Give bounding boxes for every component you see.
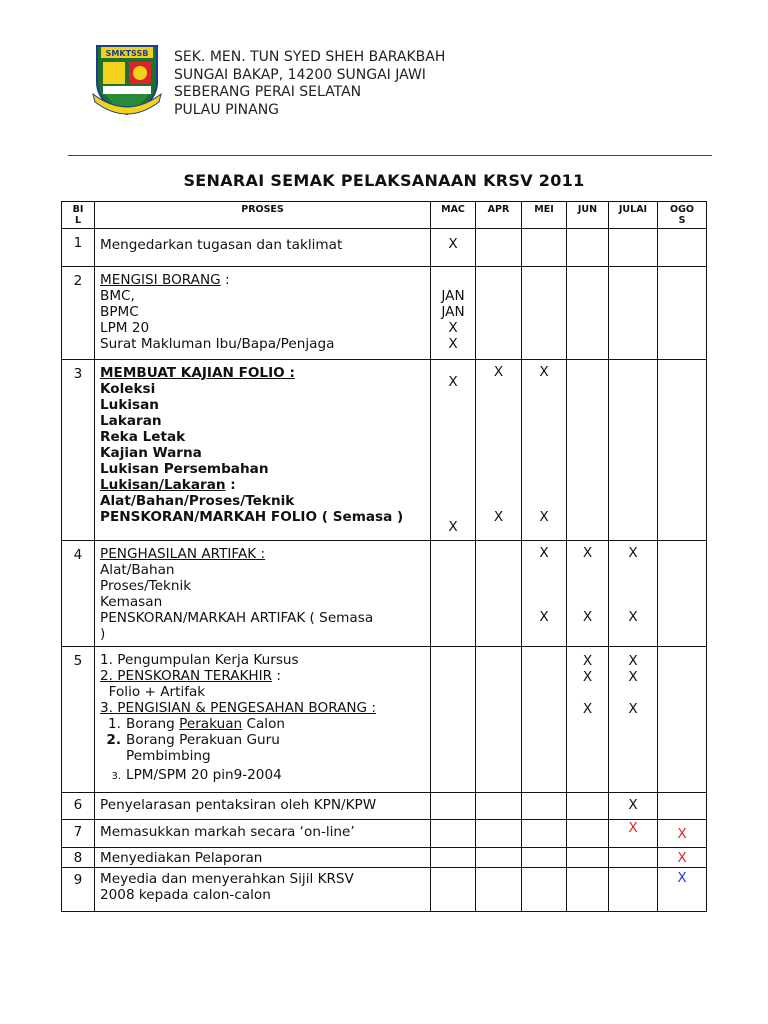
mark-cell-apr	[476, 267, 522, 360]
mark-cell-mei	[522, 793, 567, 820]
check-mark: X	[539, 509, 549, 525]
row-number: 7	[62, 820, 95, 848]
process-cell	[95, 868, 431, 912]
process-text: Memasukkan markah secara ‘on-line’	[100, 824, 355, 840]
mark-cell-ogos	[658, 267, 707, 360]
document-title: SENARAI SEMAK PELAKSANAAN KRSV 2011	[183, 171, 585, 190]
mark-cell-apr	[476, 229, 522, 267]
address-line: SEBERANG PERAI SELATAN	[174, 84, 362, 100]
check-mark: X	[539, 609, 549, 625]
process-cell	[95, 267, 431, 360]
process-cell	[95, 541, 431, 647]
process-text: PENSKORAN/MARKAH ARTIFAK ( Semasa	[100, 610, 374, 626]
address-line: SUNGAI BAKAP, 14200 SUNGAI JAWI	[174, 66, 426, 83]
mark-cell-ogos	[658, 868, 707, 912]
mark-cell-mac	[431, 267, 476, 360]
mark-cell-julai	[609, 360, 658, 541]
process-heading: PENGHASILAN ARTIFAK :	[100, 546, 266, 562]
check-mark: X	[628, 669, 638, 685]
process-text: Alat/Bahan/Proses/Teknik	[100, 493, 295, 509]
column-header-apr: APR	[476, 202, 522, 229]
check-mark: X	[677, 870, 687, 886]
mark-cell-apr	[476, 868, 522, 912]
mark-cell-mac	[431, 820, 476, 848]
mark-cell-jun	[567, 541, 609, 647]
mark-cell-jun	[567, 647, 609, 793]
process-text: Menyediakan Pelaporan	[100, 850, 263, 866]
process-text: Penyelarasan pentaksiran oleh KPN/KPW	[100, 797, 377, 813]
header-divider	[68, 155, 712, 156]
process-cell	[95, 820, 431, 848]
mark-cell-mei	[522, 647, 567, 793]
process-heading: MEMBUAT KAJIAN FOLIO :	[100, 365, 295, 381]
process-text: )	[100, 626, 106, 642]
table-row	[62, 848, 707, 868]
mark-cell-ogos	[658, 820, 707, 848]
mark-cell-mei	[522, 229, 567, 267]
mark-cell-mac	[431, 848, 476, 868]
check-mark: X	[493, 364, 504, 380]
mark-cell-jun	[567, 868, 609, 912]
mark-cell-julai	[609, 793, 658, 820]
mark-cell-mac	[431, 647, 476, 793]
process-text: Lukisan	[100, 397, 159, 413]
process-text: Lakaran	[100, 413, 162, 429]
check-mark: X	[628, 701, 638, 717]
check-mark: X	[448, 320, 458, 336]
mark-cell-mac	[431, 868, 476, 912]
table-row	[62, 360, 707, 541]
process-text: Surat Makluman Ibu/Bapa/Penjaga	[100, 336, 335, 352]
process-cell	[95, 647, 431, 793]
mark-cell-apr	[476, 360, 522, 541]
process-text: BMC,	[100, 288, 135, 304]
list-item: 3. LPM/SPM 20 pin9-2004	[111, 767, 282, 783]
process-text: PENSKORAN/MARKAH FOLIO ( Semasa )	[100, 509, 404, 525]
mark-cell-julai	[609, 848, 658, 868]
check-mark: X	[677, 850, 687, 866]
row-number: 1	[62, 229, 95, 267]
table-row	[62, 793, 707, 820]
column-header-bil: BIL	[62, 202, 95, 229]
process-text: Kemasan	[100, 594, 163, 610]
mark-cell-jun	[567, 848, 609, 868]
check-mark: X	[628, 797, 638, 813]
check-mark: X	[539, 545, 549, 561]
table-row	[62, 647, 707, 793]
mark-cell-mac	[431, 229, 476, 267]
check-mark: X	[582, 653, 593, 669]
mark-cell-apr	[476, 793, 522, 820]
list-item: Pembimbing	[126, 748, 211, 764]
row-number: 6	[62, 793, 95, 820]
table-header-row	[62, 202, 707, 229]
mark-cell-mei	[522, 848, 567, 868]
mark-cell-julai	[609, 229, 658, 267]
row-number: 4	[62, 541, 95, 647]
table-row	[62, 267, 707, 360]
process-heading: 3. PENGISIAN & PENGESAHAN BORANG :	[100, 700, 376, 716]
list-item: 2. Borang Perakuan Guru	[106, 732, 280, 748]
mark-cell-julai	[609, 267, 658, 360]
mark-cell-mei	[522, 820, 567, 848]
process-text: 1. Pengumpulan Kerja Kursus	[100, 652, 299, 668]
table-row	[62, 820, 707, 848]
column-header-ogos: OGOS	[658, 202, 707, 229]
mark-cell-apr	[476, 820, 522, 848]
process-text: Meyedia dan menyerahkan Sijil KRSV	[100, 871, 354, 887]
table-row	[62, 229, 707, 267]
process-text: Alat/Bahan	[100, 562, 175, 578]
mark-cell-jun	[567, 229, 609, 267]
process-cell	[95, 229, 431, 267]
process-text: Lukisan Persembahan	[100, 461, 269, 477]
mark-cell-apr	[476, 647, 522, 793]
check-mark: X	[448, 336, 458, 352]
column-header-proses: PROSES	[95, 202, 431, 229]
check-mark: X	[448, 519, 458, 535]
check-mark: X	[448, 374, 458, 390]
form-list	[100, 716, 426, 785]
mark-cell-julai	[609, 647, 658, 793]
mark-cell-ogos	[658, 647, 707, 793]
row-number: 2	[62, 267, 95, 360]
mark-cell-jun	[567, 360, 609, 541]
svg-text:SMKTSSB: SMKTSSB	[105, 49, 149, 58]
process-text: Proses/Teknik	[100, 578, 192, 594]
school-crest-logo	[91, 42, 163, 118]
mark-cell-mei	[522, 541, 567, 647]
mark-cell-ogos	[658, 793, 707, 820]
school-address	[174, 49, 445, 119]
check-mark: X	[582, 669, 593, 685]
mark-cell-julai	[609, 541, 658, 647]
check-mark: X	[628, 653, 638, 669]
column-header-mei: MEI	[522, 202, 567, 229]
check-mark: X	[582, 609, 593, 625]
row-number: 3	[62, 360, 95, 541]
mark-cell-apr	[476, 848, 522, 868]
mark-cell-mei	[522, 360, 567, 541]
mark-cell-ogos	[658, 848, 707, 868]
table-row	[62, 541, 707, 647]
mark-cell-ogos	[658, 541, 707, 647]
check-mark: X	[582, 545, 593, 561]
process-text: LPM 20	[100, 320, 150, 336]
check-mark: JAN	[441, 288, 465, 304]
row-number: 5	[62, 647, 95, 793]
process-text: Kajian Warna	[100, 445, 202, 461]
mark-cell-mac	[431, 793, 476, 820]
check-mark: X	[582, 701, 593, 717]
process-text: Koleksi	[100, 381, 156, 397]
check-mark: X	[628, 609, 638, 625]
column-header-julai: JULAI	[609, 202, 658, 229]
checklist-table	[61, 201, 707, 912]
mark-cell-mei	[522, 868, 567, 912]
column-header-jun: JUN	[567, 202, 609, 229]
check-mark: X	[539, 364, 549, 380]
address-line: PULAU PINANG	[174, 101, 280, 118]
process-subheading: Lukisan/Lakaran :	[100, 477, 236, 493]
check-mark: X	[493, 509, 504, 525]
process-heading: MENGISI BORANG :	[100, 272, 230, 288]
check-mark: JAN	[441, 304, 465, 320]
check-mark: X	[677, 826, 687, 842]
process-text: Reka Letak	[100, 429, 186, 445]
mark-cell-julai	[609, 868, 658, 912]
process-cell	[95, 360, 431, 541]
school-name: SEK. MEN. TUN SYED SHEH BARAKBAH	[174, 49, 446, 65]
process-heading: 2. PENSKORAN TERAKHIR :	[100, 668, 282, 684]
mark-cell-ogos	[658, 229, 707, 267]
check-mark: X	[628, 820, 638, 836]
check-mark: X	[628, 545, 638, 561]
row-number: 8	[62, 848, 95, 868]
mark-cell-mei	[522, 267, 567, 360]
mark-cell-apr	[476, 541, 522, 647]
mark-cell-jun	[567, 793, 609, 820]
check-mark: X	[448, 236, 458, 252]
mark-cell-mac	[431, 360, 476, 541]
column-header-mac: MAC	[431, 202, 476, 229]
table-row	[62, 868, 707, 912]
process-text: Folio + Artifak	[100, 684, 206, 700]
row-number: 9	[62, 868, 95, 912]
mark-cell-jun	[567, 267, 609, 360]
process-text: 2008 kepada calon-calon	[100, 887, 271, 903]
list-item: 1. Borang Perakuan Calon	[108, 716, 286, 732]
process-text: Mengedarkan tugasan dan taklimat	[100, 237, 343, 253]
mark-cell-ogos	[658, 360, 707, 541]
mark-cell-julai	[609, 820, 658, 848]
process-cell	[95, 793, 431, 820]
process-text: BPMC	[100, 304, 139, 320]
process-cell	[95, 848, 431, 868]
mark-cell-mac	[431, 541, 476, 647]
mark-cell-jun	[567, 820, 609, 848]
